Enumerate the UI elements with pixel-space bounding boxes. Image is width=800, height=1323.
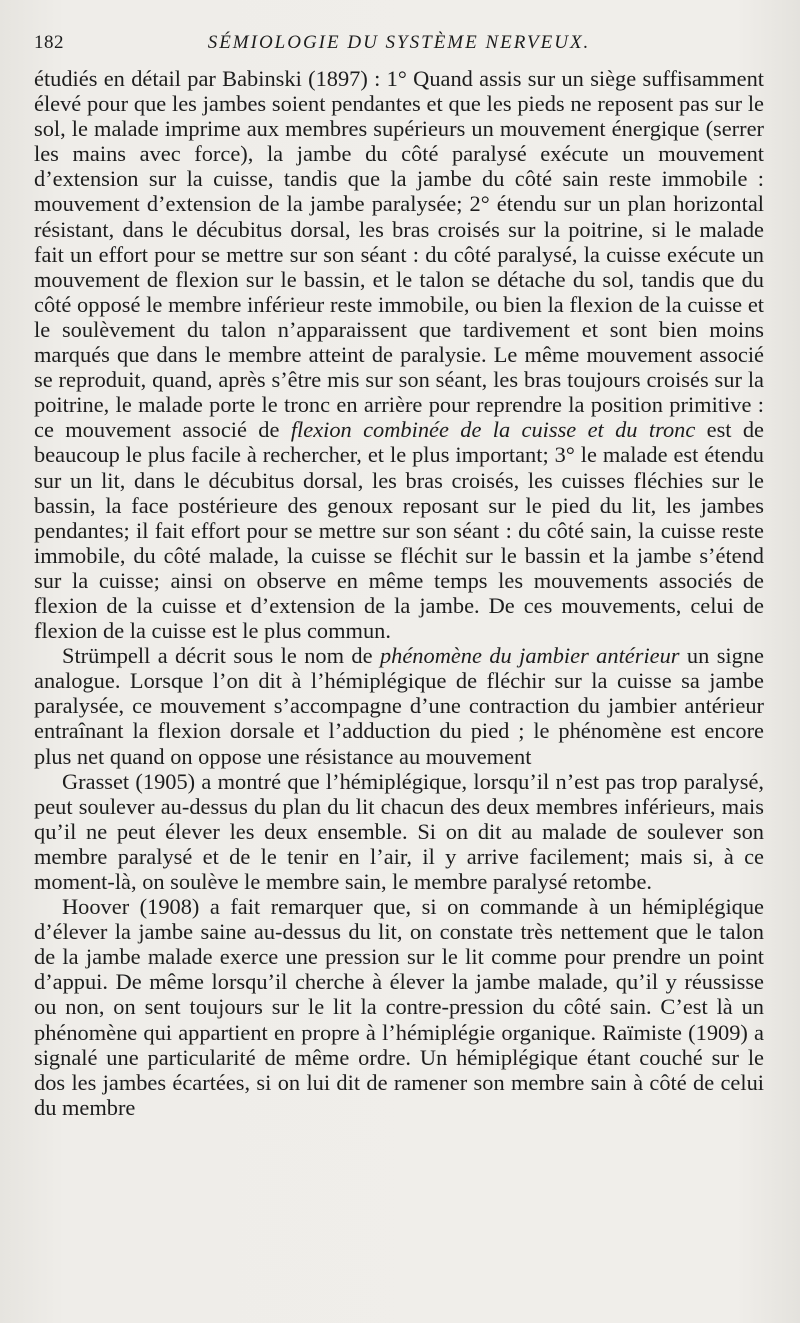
paragraph-text: Grasset (1905) a montré que l’hémiplégique, lorsqu’il n’est pas trop paralysé, peut soulever au-dessus du plan du lit chacun des deux membres inférieurs, mais qu’il ne peut élever les deux ensemble. Si on dit au malade de soulever son membre paralysé et de le tenir en l’air, il y arrive facilement; mais si, à ce moment-là, on soulève le membre sain, le membre paralysé retombe. (34, 768, 764, 894)
italic-term-jambier-anterieur: phénomène du jambier antérieur (379, 643, 680, 669)
running-header (34, 30, 764, 60)
running-title: SÉMIOLOGIE DU SYSTÈME NERVEUX. (207, 32, 591, 53)
paragraph-hoover (34, 894, 764, 1120)
paragraph-babinski (34, 66, 764, 643)
body-text (34, 66, 764, 1120)
paragraph-text: un signe analogue. Lorsque l’on dit à l’hémiplégique de fléchir sur la cuisse sa jambe paralysée, ce mouvement s’accompagne d’une contraction du jambier antérieur entraînant la flexion dorsale et l’adduction du pied ; le phénomène est encore plus net quand on oppose une résistance au mouvement (34, 643, 764, 769)
italic-term-flexion-combinee: flexion combinée de la cuisse et du tronc (290, 417, 696, 443)
paragraph-grasset (34, 769, 764, 894)
paragraph-text: étudiés en détail par Babinski (1897) : 1° Quand assis sur un siège suffisamment élevé pour que les jambes soient pendantes et que les pieds ne reposent pas sur le sol, le malade imprime aux membres supérieurs un mouvement énergique (serrer les mains avec force), la jambe du côté paralysé exécute un mouvement d’extension sur la cuisse, tandis que la jambe du côté sain reste immobile : mouvement d’extension de la jambe paralysée; 2° étendu sur un plan horizontal résistant, dans le décubitus dorsal, les bras croisés sur la poitrine, si le malade fait un effort pour se mettre sur son séant : du côté paralysé, la cuisse exécute un mouvement de flexion sur le bassin, et le talon se détache du sol, tandis que du côté opposé le membre inférieur reste immobile, ou bien la flexion de la cuisse et le soulèvement du talon n’apparaissent que tardivement et sont bien moins marqués que dans le membre atteint de paralysie. Le même mouvement associé se reproduit, quand, après s’être mis sur son séant, les bras toujours croisés sur la poitrine, le malade porte le tronc en arrière pour reprendre la position primitive : ce mouvement associé de (34, 66, 764, 443)
paragraph-text: Strümpell a décrit sous le nom de (62, 643, 380, 669)
paragraph-text: est de beaucoup le plus facile à rechercher, et le plus important; 3° le malade est étendu sur un lit, dans le décubitus dorsal, les bras croisés, les cuisses fléchies sur le bassin, la face postérieure des genoux reposant sur le pied du lit, les jambes pendantes; il fait effort pour se mettre sur son séant : du côté sain, la cuisse reste immobile, du côté malade, la cuisse se fléchit sur le bassin et la jambe s’étend sur la cuisse; ainsi on observe en même temps les mouvements associés de flexion de la cuisse et d’extension de la jambe. De ces mouvements, celui de flexion de la cuisse est le plus commun. (34, 417, 764, 644)
paragraph-strumpell (34, 643, 764, 768)
paragraph-text: Hoover (1908) a fait remarquer que, si on commande à un hémiplégique d’élever la jambe saine au-dessus du lit, on constate très nettement que le talon de la jambe malade exerce une pression sur le lit comme pour prendre un point d’appui. De même lorsqu’il cherche à élever la jambe malade, qu’il y réussisse ou non, on sent toujours sur le lit la contre-pression du côté sain. C’est là un phénomène qui appartient en propre à l’hémiplégie organique. Raïmiste (1909) a signalé une particularité de même ordre. Un hémiplégique étant couché sur le dos les jambes écartées, si on lui dit de ramener son membre sain à côté de celui du membre (34, 894, 764, 1120)
page-number: 182 (34, 32, 64, 53)
